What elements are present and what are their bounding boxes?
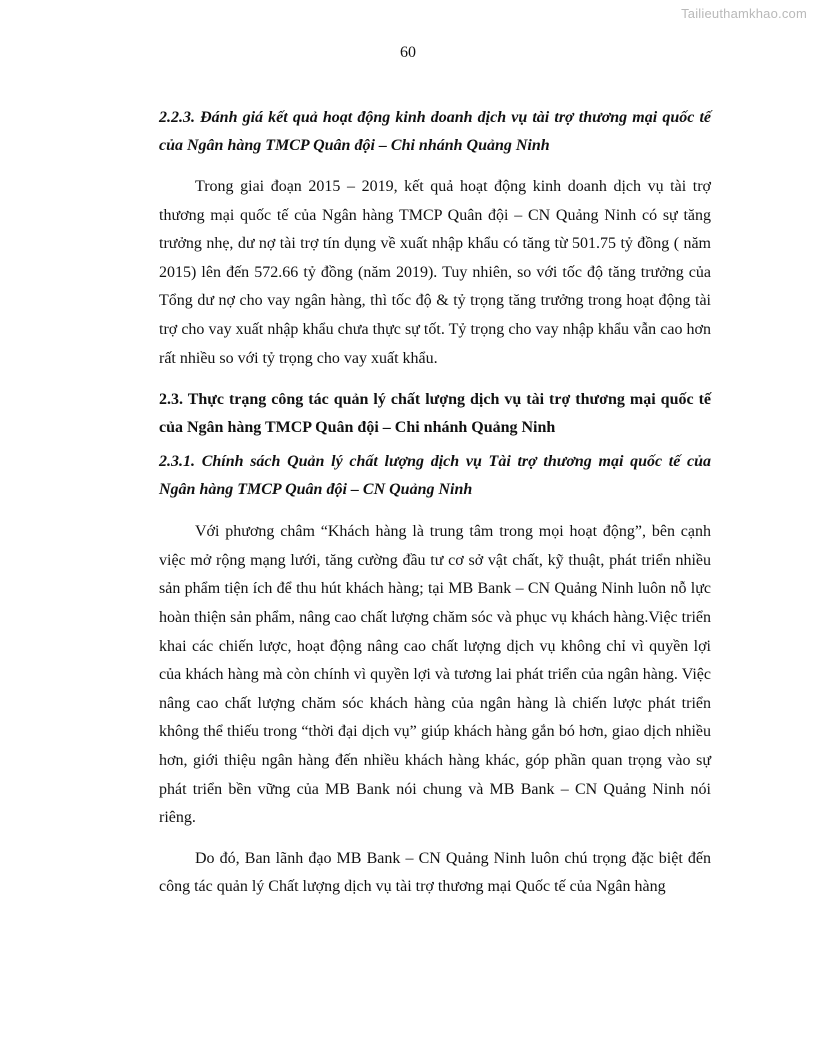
paragraph-conclusion: Do đó, Ban lãnh đạo MB Bank – CN Quảng Ninh luôn chú trọng đặc biệt đến công tác quản lý Chất lượng dịch vụ tài trợ thương mại Quốc tế của Ngân hàng [159, 849, 711, 896]
document-body [159, 104, 711, 902]
section-heading-2-3: 2.3. Thực trạng công tác quản lý chất lượng dịch vụ tài trợ thương mại quốc tế của Ngân hàng TMCP Quân đội – Chi nhánh Quảng Ninh [159, 391, 711, 437]
paragraph-results: Trong giai đoạn 2015 – 2019, kết quả hoạt động kinh doanh dịch vụ tài trợ thương mại quốc tế của Ngân hàng TMCP Quân đội – CN Quảng Ninh có sự tăng trưởng nhẹ, dư nợ tài trợ tín dụng về xuất nhập khẩu có tăng từ 501.75 tỷ đồng ( năm 2015) lên đến 572.66 tỷ đồng (năm 2019). Tuy nhiên, so với tốc độ tăng trưởng của Tổng dư nợ cho vay ngân hàng, thì tốc độ & tỷ trọng tăng trưởng trong hoạt động tài trợ cho vay xuất nhập khẩu chưa thực sự tốt. Tỷ trọng cho vay nhập khẩu vẫn cao hơn rất nhiều so với tỷ trọng cho vay xuất khẩu. [159, 178, 711, 367]
watermark: Tailieuthamkhao.com [681, 6, 807, 21]
page-number: 60 [400, 44, 416, 61]
section-heading-2-3-1: 2.3.1. Chính sách Quản lý chất lượng dịch vụ Tài trợ thương mại quốc tế của Ngân hàng TMCP Quân đội – CN Quảng Ninh [159, 453, 711, 499]
section-heading-2-2-3: 2.2.3. Đánh giá kết quả hoạt động kinh doanh dịch vụ tài trợ thương mại quốc tế của Ngân hàng TMCP Quân đội – Chi nhánh Quảng Ninh [159, 109, 711, 154]
paragraph-policy: Với phương châm “Khách hàng là trung tâm trong mọi hoạt động”, bên cạnh việc mở rộng mạng lưới, tăng cường đầu tư cơ sở vật chất, kỹ thuật, phát triển nhiều sản phẩm tiện ích để thu hút khách hàng; tại MB Bank – CN Quảng Ninh luôn nỗ lực hoàn thiện sản phẩm, nâng cao chất lượng chăm sóc và phục vụ khách hàng.Việc triển khai các chiến lược, hoạt động nâng cao chất lượng dịch vụ không chỉ vì quyền lợi của khách hàng mà còn chính vì quyền lợi và tương lai phát triển của ngân hàng. Việc nâng cao chất lượng chăm sóc khách hàng của ngân hàng là chiến lược phát triển không thể thiếu trong “thời đại dịch vụ” giúp khách hàng gắn bó hơn, giao dịch nhiều hơn, giới thiệu ngân hàng đến nhiều khách hàng khác, góp phần quan trọng vào sự phát triển bền vững của MB Bank nói chung và MB Bank – CN Quảng Ninh nói riêng. [159, 523, 711, 827]
